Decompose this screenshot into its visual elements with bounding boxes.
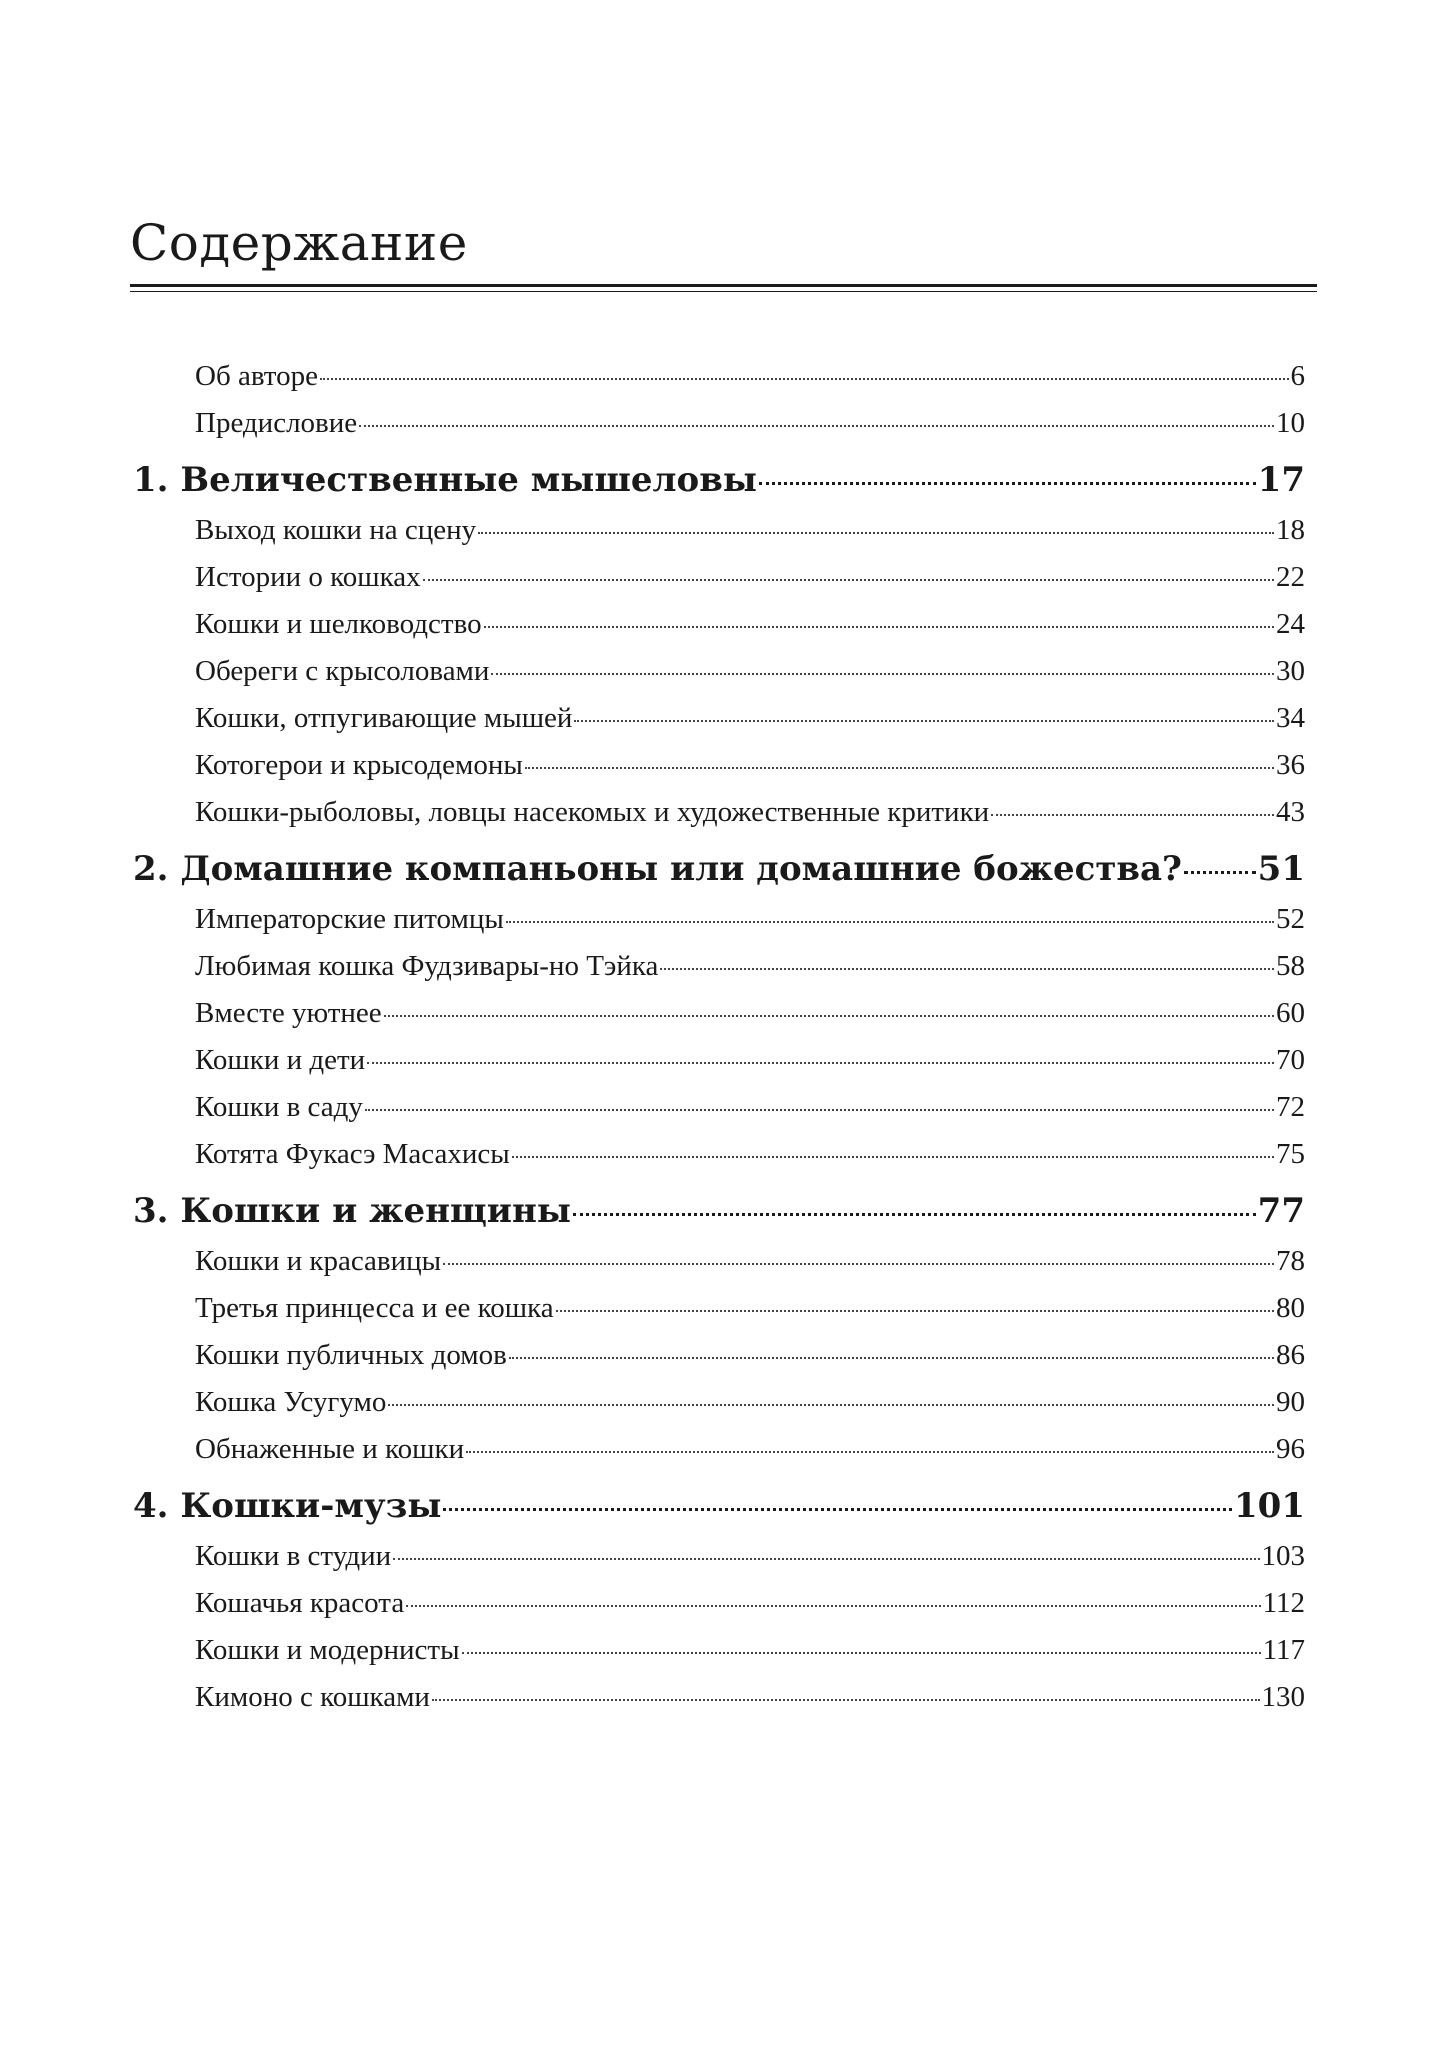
page-number: 72 bbox=[1276, 1091, 1305, 1123]
toc-chapter-title: 4. Кошки-музы bbox=[133, 1486, 442, 1526]
dot-leader bbox=[556, 1309, 1274, 1312]
toc-section-row bbox=[195, 360, 1305, 393]
toc-section-row bbox=[195, 796, 1305, 829]
dot-leader bbox=[512, 1155, 1274, 1158]
toc-chapter-row bbox=[133, 1486, 1305, 1526]
page-number: 51 bbox=[1257, 849, 1305, 889]
dot-leader bbox=[443, 1262, 1274, 1265]
toc-section-row bbox=[195, 749, 1305, 782]
dot-leader bbox=[320, 377, 1289, 380]
toc-section-title: Кимоно с кошками bbox=[195, 1681, 430, 1713]
toc-section-row bbox=[195, 1245, 1305, 1278]
dot-leader bbox=[359, 424, 1274, 427]
toc-section-title: Кошки-рыболовы, ловцы насекомых и художественные критики bbox=[195, 796, 990, 828]
toc-section-row bbox=[195, 1540, 1305, 1573]
dot-leader bbox=[388, 1403, 1274, 1406]
toc-chapter-row bbox=[133, 460, 1305, 500]
page-number: 10 bbox=[1276, 407, 1305, 439]
toc-section-row bbox=[195, 1339, 1305, 1372]
page-number: 17 bbox=[1257, 460, 1305, 500]
dot-leader bbox=[1184, 870, 1256, 874]
toc-section-row bbox=[195, 514, 1305, 547]
toc-section-row bbox=[195, 1681, 1305, 1714]
page-number: 70 bbox=[1276, 1044, 1305, 1076]
page-number: 103 bbox=[1261, 1540, 1305, 1572]
toc-section-row bbox=[195, 997, 1305, 1030]
dot-leader bbox=[365, 1108, 1274, 1111]
page-number: 34 bbox=[1276, 702, 1305, 734]
toc-section-title: Котята Фукасэ Масахисы bbox=[195, 1138, 510, 1170]
toc-section-row bbox=[195, 1044, 1305, 1077]
dot-leader bbox=[423, 578, 1274, 581]
toc-section-row bbox=[195, 655, 1305, 688]
toc-section-title: Выход кошки на сцену bbox=[195, 514, 477, 546]
toc-chapter-title: 3. Кошки и женщины bbox=[133, 1191, 571, 1231]
page-number: 96 bbox=[1276, 1433, 1305, 1465]
title-rule-thin bbox=[130, 291, 1317, 292]
toc-section-title: Кошки публичных домов bbox=[195, 1339, 507, 1371]
toc-section-row bbox=[195, 1386, 1305, 1419]
toc-section-row bbox=[195, 1634, 1305, 1667]
toc-section-row bbox=[195, 1138, 1305, 1171]
toc-section-row bbox=[195, 1587, 1305, 1620]
page-number: 43 bbox=[1276, 796, 1305, 828]
toc-section-title: Кошки, отпугивающие мышей bbox=[195, 702, 573, 734]
dot-leader bbox=[462, 1651, 1261, 1654]
toc-section-row bbox=[195, 407, 1305, 440]
toc-section-title: Котогерои и крысодемоны bbox=[195, 749, 523, 781]
toc-section-title: Обнаженные и кошки bbox=[195, 1433, 465, 1465]
toc-section-title: Кошки и модернисты bbox=[195, 1634, 460, 1666]
toc-section-title: Кошка Усугумо bbox=[195, 1386, 387, 1418]
page-number: 130 bbox=[1261, 1681, 1305, 1713]
toc-section-title: Предисловие bbox=[195, 407, 358, 439]
dot-leader bbox=[759, 481, 1256, 485]
toc-chapter-row bbox=[133, 849, 1305, 889]
toc-section-row bbox=[195, 1091, 1305, 1124]
toc-section-title: Любимая кошка Фудзивары-но Тэйка bbox=[195, 950, 659, 982]
page-number: 6 bbox=[1290, 360, 1305, 392]
dot-leader bbox=[660, 967, 1274, 970]
dot-leader bbox=[478, 531, 1274, 534]
toc-section-row bbox=[195, 1292, 1305, 1325]
title-rule-thick bbox=[130, 284, 1317, 287]
page-number: 78 bbox=[1276, 1245, 1305, 1277]
toc-section-title: Обереги с крысоловами bbox=[195, 655, 490, 687]
dot-leader bbox=[525, 766, 1274, 769]
toc-section-title: Кошки в саду bbox=[195, 1091, 363, 1123]
dot-leader bbox=[367, 1061, 1274, 1064]
toc-section-title: Императорские питомцы bbox=[195, 903, 504, 935]
dot-leader bbox=[506, 920, 1274, 923]
dot-leader bbox=[509, 1356, 1274, 1359]
toc-section-title: Об авторе bbox=[195, 360, 318, 392]
toc-section-title: Кошки в студии bbox=[195, 1540, 392, 1572]
page-number: 58 bbox=[1276, 950, 1305, 982]
toc-section-title: Третья принцесса и ее кошка bbox=[195, 1292, 554, 1324]
dot-leader bbox=[443, 1507, 1232, 1511]
toc-section-title: Кошачья красота bbox=[195, 1587, 405, 1619]
page-number: 30 bbox=[1276, 655, 1305, 687]
dot-leader bbox=[384, 1014, 1274, 1017]
toc-chapter-title: 2. Домашние компаньоны или домашние божества? bbox=[133, 849, 1182, 889]
page-number: 60 bbox=[1276, 997, 1305, 1029]
page-number: 80 bbox=[1276, 1292, 1305, 1324]
dot-leader bbox=[491, 672, 1274, 675]
toc-section-title: Истории о кошках bbox=[195, 561, 421, 593]
toc-section-title: Кошки и красавицы bbox=[195, 1245, 442, 1277]
page-number: 36 bbox=[1276, 749, 1305, 781]
toc-section-row bbox=[195, 950, 1305, 983]
toc-chapter-row bbox=[133, 1191, 1305, 1231]
toc-section-row bbox=[195, 608, 1305, 641]
page-number: 112 bbox=[1262, 1587, 1305, 1619]
page-number: 90 bbox=[1276, 1386, 1305, 1418]
dot-leader bbox=[484, 625, 1274, 628]
dot-leader bbox=[406, 1604, 1260, 1607]
toc-section-row bbox=[195, 903, 1305, 936]
page-number: 18 bbox=[1276, 514, 1305, 546]
page-title: Содержание bbox=[130, 214, 468, 272]
page-number: 86 bbox=[1276, 1339, 1305, 1371]
page-number: 75 bbox=[1276, 1138, 1305, 1170]
dot-leader bbox=[573, 1212, 1256, 1216]
toc-section-title: Вместе уютнее bbox=[195, 997, 382, 1029]
toc-section-title: Кошки и шелководство bbox=[195, 608, 482, 640]
dot-leader bbox=[393, 1557, 1259, 1560]
toc-chapter-title: 1. Величественные мышеловы bbox=[133, 460, 757, 500]
page-number: 77 bbox=[1257, 1191, 1305, 1231]
dot-leader bbox=[466, 1450, 1274, 1453]
page-number: 52 bbox=[1276, 903, 1305, 935]
toc-section-row bbox=[195, 561, 1305, 594]
toc-section-row bbox=[195, 702, 1305, 735]
toc-section-title: Кошки и дети bbox=[195, 1044, 366, 1076]
dot-leader bbox=[574, 719, 1274, 722]
page-number: 22 bbox=[1276, 561, 1305, 593]
dot-leader bbox=[432, 1698, 1260, 1701]
page-number: 117 bbox=[1262, 1634, 1305, 1666]
toc-section-row bbox=[195, 1433, 1305, 1466]
page-number: 24 bbox=[1276, 608, 1305, 640]
dot-leader bbox=[991, 813, 1274, 816]
page-number: 101 bbox=[1234, 1486, 1305, 1526]
